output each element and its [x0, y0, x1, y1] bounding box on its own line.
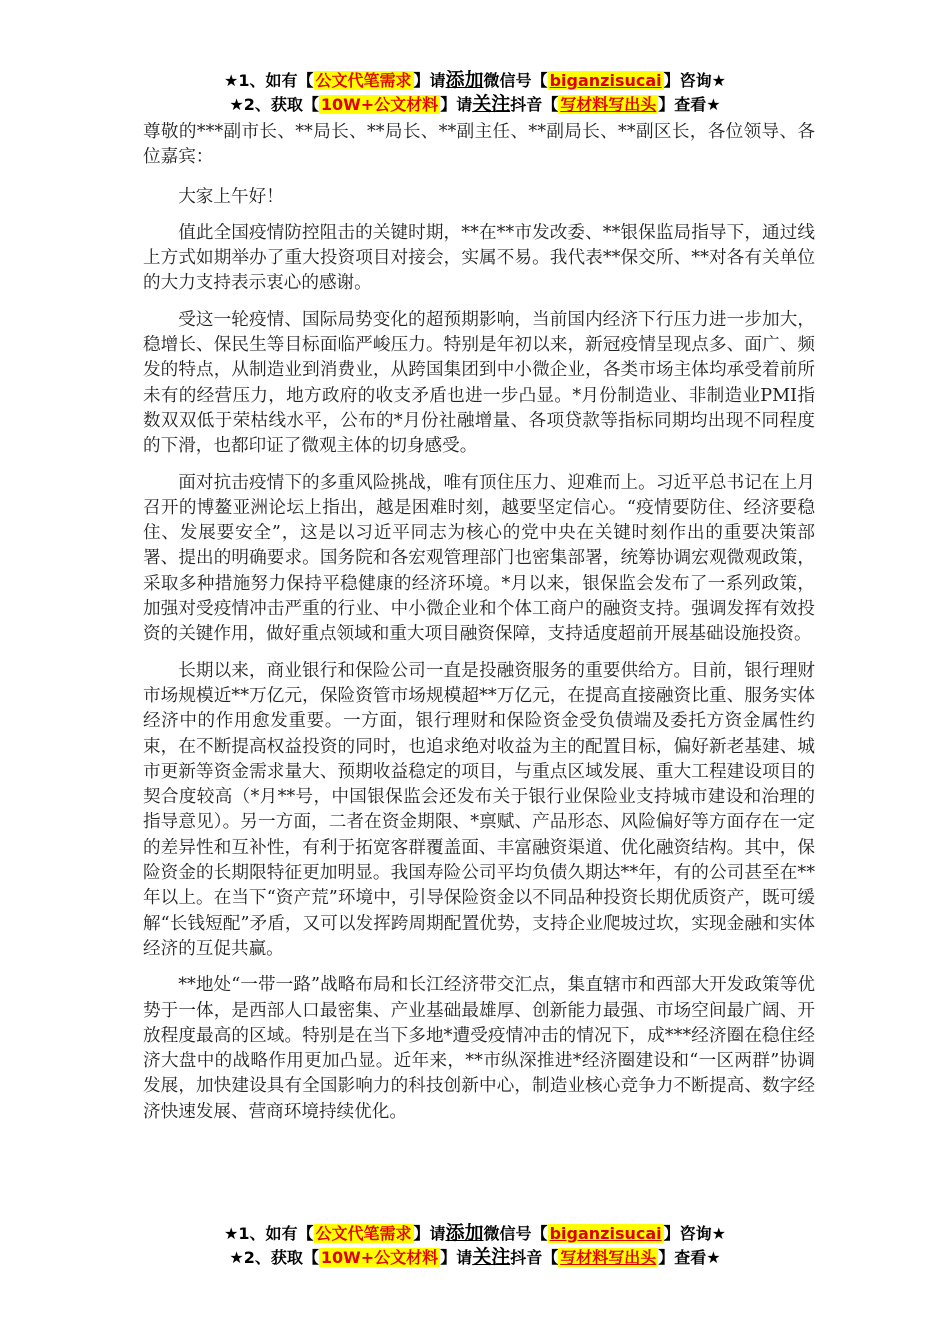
promo-emphasis: 添加: [445, 1222, 484, 1244]
promo-emphasis: 添加: [445, 69, 484, 91]
promo-text: 】咨询★: [663, 1224, 726, 1243]
speech-body: [143, 120, 815, 1136]
promo-text: 微信号【: [483, 71, 548, 90]
promo-highlight: biganzisucai: [549, 71, 662, 90]
promo-highlight: 10W+公文材料: [320, 95, 439, 114]
promo-text: 】请: [440, 95, 473, 114]
promo-line-1: [0, 68, 950, 92]
promo-banner-top: [0, 68, 950, 116]
promo-emphasis: 关注: [472, 1246, 511, 1268]
promo-text: 】查看★: [658, 95, 721, 114]
promo-highlight: 10W+公文材料: [320, 1248, 439, 1267]
promo-text: ★2、获取【: [229, 1248, 319, 1267]
salutation: 尊敬的***副市长、**局长、**局长、**副主任、**副局长、**副区长，各位领导、各位嘉宾：: [143, 122, 815, 168]
promo-emphasis: 关注: [472, 93, 511, 115]
body-paragraph: 受这一轮疫情、国际局势变化的超预期影响，当前国内经济下行压力进一步加大，稳增长、保民生等目标面临严峻压力。特别是年初以来，新冠疫情呈现点多、面广、频发的特点，从制造业到消费业，从跨国集团到中小微企业，各类市场主体均承受着前所未有的经营压力，地方政府的收支矛盾也进一步凸显。*月份制造业、非制造业PMI指数双双低于荣枯线水平，公布的*月份社融增量、各项贷款等指标同期均出现不同程度的下滑，也都印证了微观主体的切身感受。: [143, 309, 815, 457]
promo-highlight: 写材料写出头: [560, 95, 657, 114]
promo-line-2: [0, 1245, 950, 1269]
promo-highlight: 写材料写出头: [560, 1248, 657, 1267]
promo-text: 微信号【: [483, 1224, 548, 1243]
promo-highlight: biganzisucai: [549, 1224, 662, 1243]
promo-text: ★1、如有【: [224, 71, 314, 90]
promo-highlight: 公文代笔需求: [315, 1224, 412, 1243]
body-paragraph: 值此全国疫情防控阻击的关键时期，**在**市发改委、**银保监局指导下，通过线上方式如期举办了重大投资项目对接会，实属不易。我代表**保交所、**对各有关单位的大力支持表示衷心的感谢。: [143, 222, 815, 294]
promo-text: 】请: [413, 1224, 446, 1243]
promo-text: 】咨询★: [663, 71, 726, 90]
promo-text: 抖音【: [510, 95, 559, 114]
body-paragraph: **地处“一带一路”战略布局和长江经济带交汇点，集直辖市和西部大开发政策等优势于一体，是西部人口最密集、产业基础最雄厚、创新能力最强、市场空间最广阔、开放程度最高的区域。特别是在当下多地*遭受疫情冲击的情况下，成***经济圈在稳住经济大盘中的战略作用更加凸显。近年来，**市纵深推进*经济圈建设和“一区两群”协调发展，加快建设具有全国影响力的科技创新中心，制造业核心竞争力不断提高、数字经济快速发展、营商环境持续优化。: [143, 975, 815, 1122]
body-paragraph: 面对抗击疫情下的多重风险挑战，唯有顶住压力、迎难而上。习近平总书记在上月召开的博鳌亚洲论坛上指出，越是困难时刻，越要坚定信心。“疫情要防住、经济要稳住、发展要安全”，这是以习近平同志为核心的党中央在关键时刻作出的重要决策部署、提出的明确要求。国务院和各宏观管理部门也密集部署，统筹协调宏观微观政策，采取多种措施努力保持平稳健康的经济环境。*月以来，银保监会发布了一系列政策，加强对受疫情冲击严重的行业、中小微企业和个体工商户的融资支持。强调发挥有效投资的关键作用，做好重点领域和重大项目融资保障，支持适度超前开展基础设施投资。: [143, 472, 815, 645]
promo-line-1: [0, 1221, 950, 1245]
promo-text: 抖音【: [510, 1248, 559, 1267]
promo-text: ★1、如有【: [224, 1224, 314, 1243]
promo-text: 】请: [440, 1248, 473, 1267]
promo-banner-bottom: [0, 1221, 950, 1269]
promo-highlight: 公文代笔需求: [315, 71, 412, 90]
greeting-paragraph: 大家上午好！: [178, 186, 284, 207]
promo-text: 】查看★: [658, 1248, 721, 1267]
promo-text: ★2、获取【: [229, 95, 319, 114]
body-paragraph: 长期以来，商业银行和保险公司一直是投融资服务的重要供给方。目前，银行理财市场规模近**万亿元，保险资管市场规模超**万亿元，在提高直接融资比重、服务实体经济中的作用愈发重要。一方面，银行理财和保险资金受负债端及委托方资金属性约束，在不断提高权益投资的同时，也追求绝对收益为主的配置目标，偏好新老基建、城市更新等资金需求量大、预期收益稳定的项目，与重点区域发展、重大工程建设项目的契合度较高（*月**号，中国银保监会还发布关于银行业保险业支持城市建设和治理的指导意见）。另一方面，二者在资金期限、*禀赋、产品形态、风险偏好等方面存在一定的差异性和互补性，有利于拓宽客群覆盖面、丰富融资渠道、优化融资结构。其中，保险资金的长期限特征更加明显。我国寿险公司平均负债久期达**年，有的公司甚至在**年以上。在当下“资产荒”环境中，引导保险资金以不同品种投资长期优质资产，既可缓解“长钱短配”矛盾，又可以发挥跨周期配置优势，支持企业爬坡过坎，实现金融和实体经济的互促共赢。: [143, 660, 815, 959]
promo-line-2: [0, 92, 950, 116]
promo-text: 】请: [413, 71, 446, 90]
